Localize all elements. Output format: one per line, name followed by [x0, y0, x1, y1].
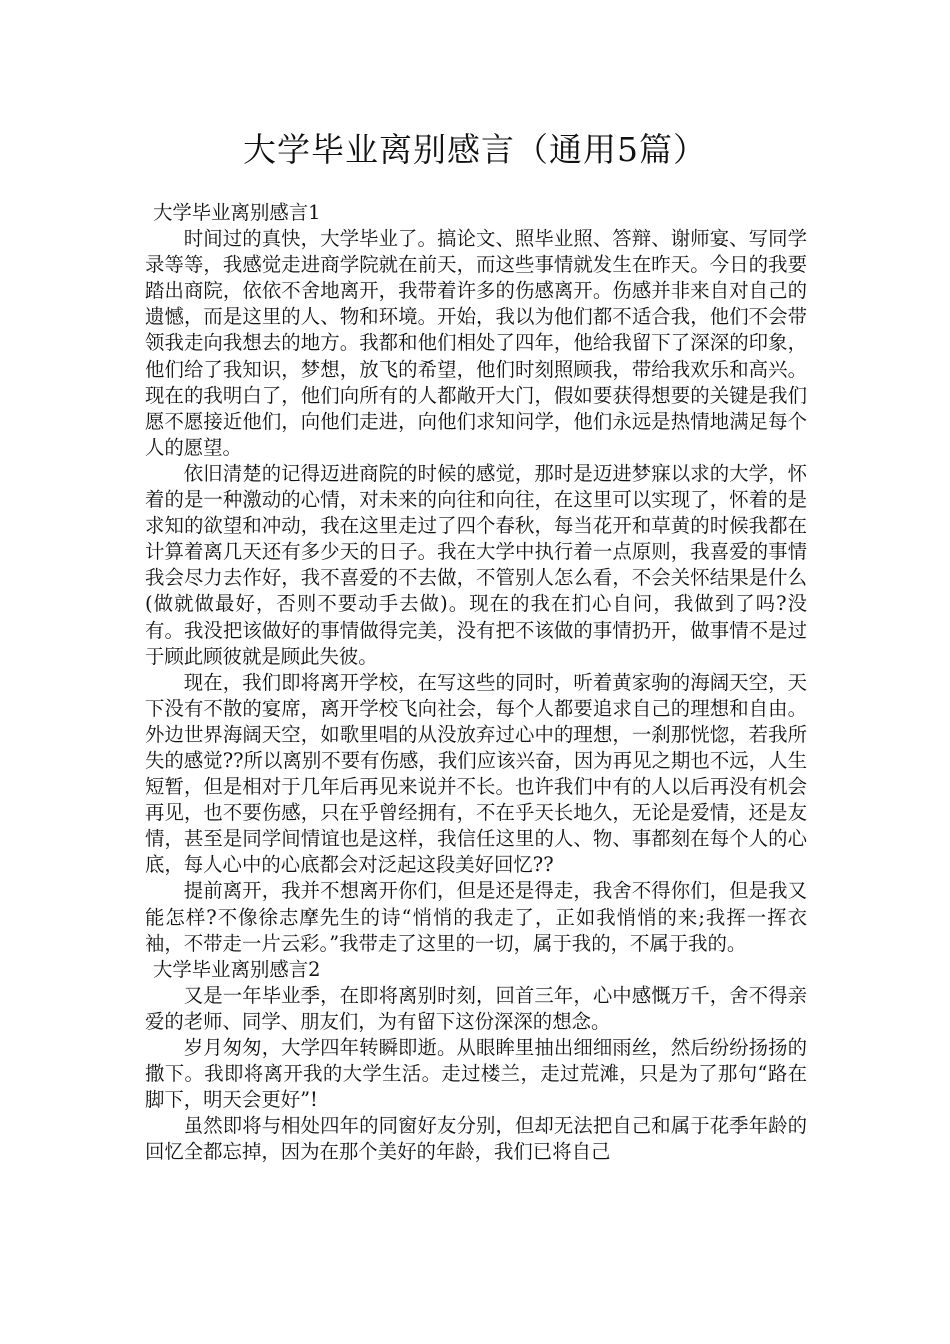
section-heading: 大学毕业离别感言2	[153, 957, 321, 981]
paragraph: 岁月匆匆，大学四年转瞬即逝。从眼眸里抽出细细雨丝，然后纷纷扬扬的撒下。我即将离开我的大学生活。走过楼兰，走过荒滩，只是为了那句“路在脚下，明天会更好”!	[145, 1036, 807, 1112]
paragraph: 虽然即将与相处四年的同窗好友分别，但却无法把自己和属于花季年龄的回忆全都忘掉，因为在那个美好的年龄，我们已将自己	[145, 1114, 807, 1164]
paragraph: 又是一年毕业季，在即将离别时刻，回首三年，心中感慨万千，舍不得亲爱的老师、同学、朋友们，为有留下这份深深的想念。	[145, 983, 807, 1033]
document-body	[145, 200, 807, 1165]
paragraph: 时间过的真快，大学毕业了。搞论文、照毕业照、答辩、谢师宴、写同学录等等，我感觉走进商学院就在前天，而这些事情就发生在昨天。今日的我要踏出商院，依依不舍地离开，我带着许多的伤感离开。伤感并非来自对自己的遗憾，而是这里的人、物和环境。开始，我以为他们都不适合我，他们不会带领我走向我想去的地方。我都和他们相处了四年，他给我留下了深深的印象，他们给了我知识，梦想，放飞的希望，他们时刻照顾我，带给我欢乐和高兴。现在的我明白了，他们向所有的人都敞开大门，假如要获得想要的关键是我们愿不愿接近他们，向他们走进，向他们求知问学，他们永远是热情地满足每个人的愿望。	[145, 227, 807, 459]
paragraph: 依旧清楚的记得迈进商院的时候的感觉，那时是迈进梦寐以求的大学，怀着的是一种激动的心情，对未来的向往和向往，在这里可以实现了，怀着的是求知的欲望和冲动，我在这里走过了四个春秋，每当花开和草黄的时候我都在计算着离几天还有多少天的日子。我在大学中执行着一点原则，我喜爱的事情我会尽力去作好，我不喜爱的不去做，不管别人怎么看，不会关怀结果是什么(做就做最好，否则不要动手去做)。现在的我在扪心自问，我做到了吗?没有。我没把该做好的事情做得完美，没有把不该做的事情扔开，做事情不是过于顾此顾彼就是顾此失彼。	[145, 461, 807, 668]
document-title: 大学毕业离别感言（通用5篇）	[243, 130, 707, 169]
section-heading: 大学毕业离别感言1	[153, 201, 321, 224]
paragraph: 现在，我们即将离开学校，在写这些的同时，听着黄家驹的海阔天空，天下没有不散的宴席，离开学校飞向社会，每个人都要追求自己的理想和自由。外边世界海阔天空，如歌里唱的从没放弃过心中的理想，一刹那恍惚，若我所失的感觉??所以离别不要有伤感，我们应该兴奋，因为再见之期也不远，人生短暂，但是相对于几年后再见来说并不长。也许我们中有的人以后再没有机会再见，也不要伤感，只在乎曾经拥有，不在乎天长地久，无论是爱情，还是友情，甚至是同学间情谊也是这样，我信任这里的人、物、事都刻在每个人的心底，每人心中的心底都会对泛起这段美好回忆??	[145, 670, 807, 877]
paragraph: 提前离开，我并不想离开你们，但是还是得走，我舍不得你们，但是我又能怎样?不像徐志摩先生的诗“悄悄的我走了，正如我悄悄的来;我挥一挥衣袖，不带走一片云彩。”我带走了这里的一切，属于我的，不属于我的。	[145, 879, 807, 955]
